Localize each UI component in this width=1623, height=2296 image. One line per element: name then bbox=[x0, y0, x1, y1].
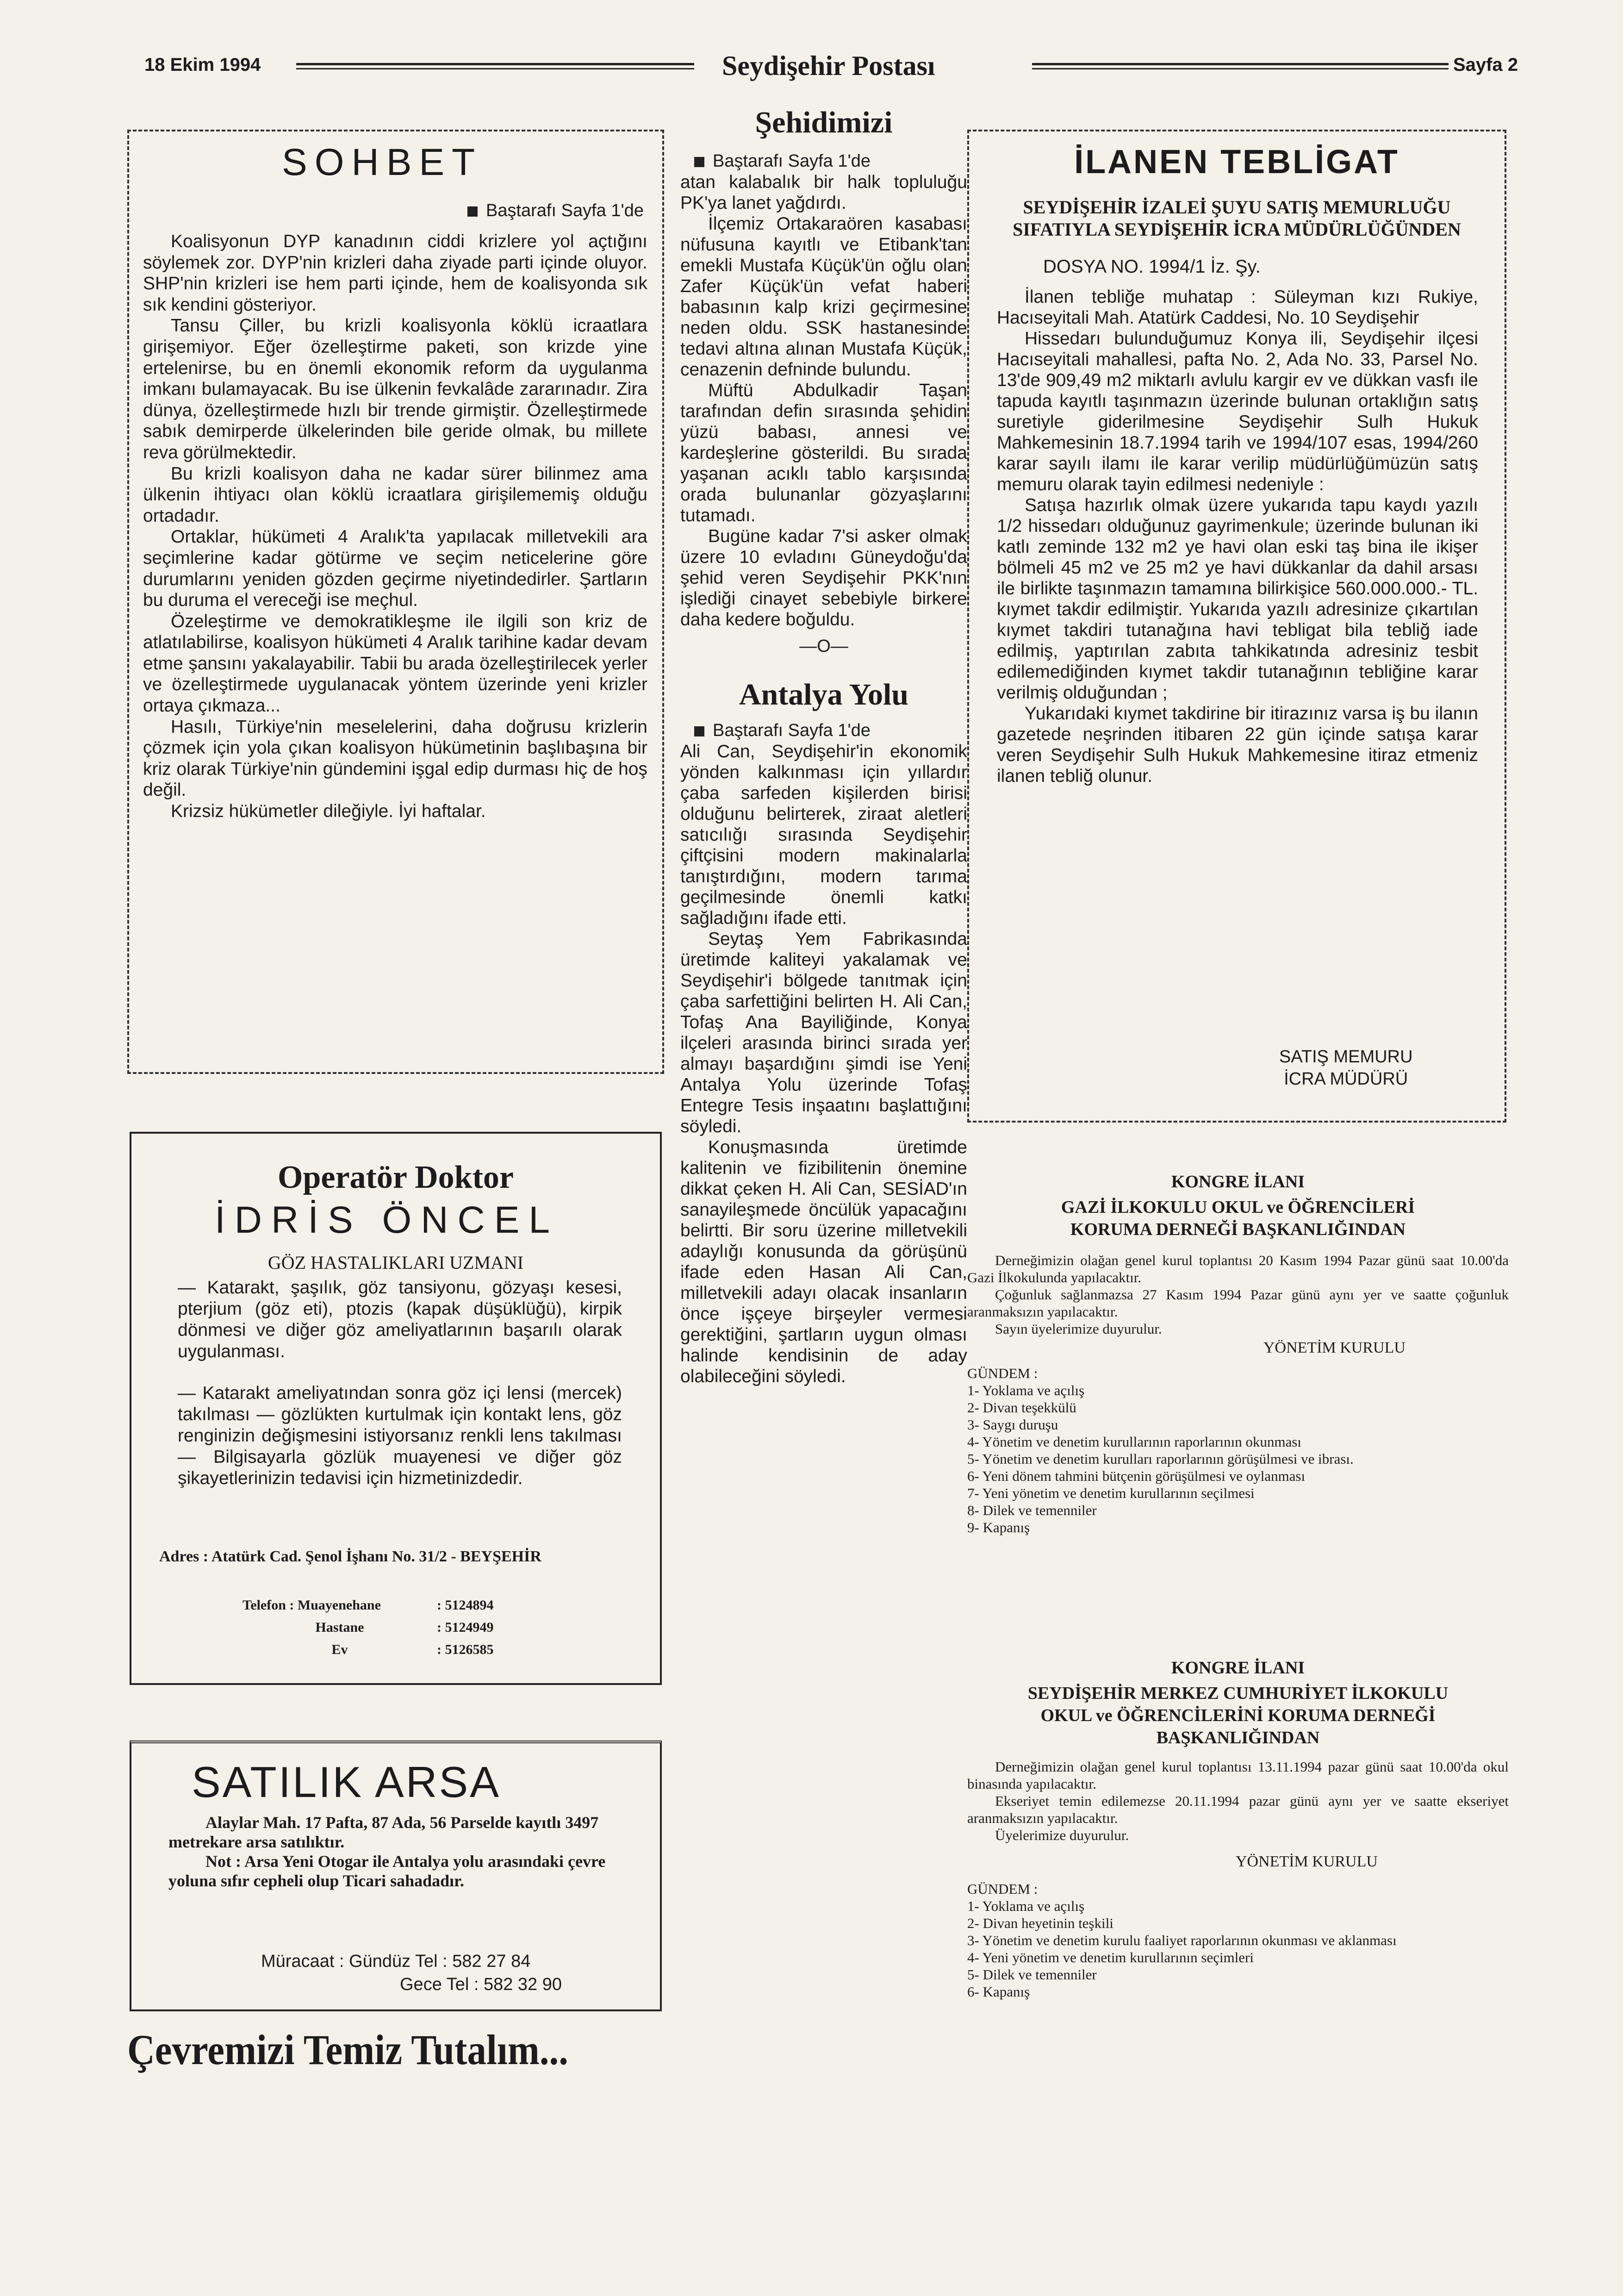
newspaper-name: Seydişehir Postası bbox=[722, 50, 935, 81]
land-sale-ad-box bbox=[130, 1741, 662, 2011]
notice-body bbox=[997, 287, 1478, 786]
doctor-phones: Telefon : Muayenehane : 5124894 Hastane : 5124949 Ev : 5126585 bbox=[243, 1597, 494, 1657]
notice-issuer: SEYDİŞEHİR İZALEİ ŞUYU SATIŞ MEMURLUĞU SIFATIYLA SEYDİŞEHİR İCRA MÜDÜRLÜĞÜNDEN bbox=[1013, 197, 1461, 240]
article-separator: —O— bbox=[799, 636, 848, 656]
doctor-ad-title: Operatör Doktor bbox=[278, 1160, 514, 1195]
agenda-item: 2- Divan teşekkülü bbox=[967, 1399, 1076, 1416]
land-sale-contact-day: Müracaat : Gündüz Tel : 582 27 84 bbox=[261, 1952, 531, 1971]
page-number: Sayfa 2 bbox=[1453, 55, 1518, 75]
sohbet-paragraph: Tansu Çiller, bu krizli koalisyonla köklü icraatlara girişemiyor. Eğer özelleştirme paketi, son krizde yine ertelenirse, bu en önemli ekonomik reform da uygulanma imkanı bulamayacak. Bu ise ülkenin fevkalâde zararınadır. Zira dünya, özelleştirmede hızlı bir trende girmiştir. Özelleştirmede sabık demirperde ülkelerinden bile geride olmak, bu millete reva görülmektedir. bbox=[143, 316, 647, 462]
notice-paragraph: Yukarıdaki kıymet takdirine bir itirazınız varsa iş bu ilanın gazetede neşrinden itibaren 22 gün içinde satışa karar veren Seydişehir Sulh Hukuk Mahkemesine itiraz etmeniz ilanen tebliğ olunur. bbox=[997, 704, 1478, 786]
sehidimizi-paragraph: İlçemiz Ortakaraören kasabası nüfusuna kayıtlı ve Etibank'tan emekli Mustafa Küçük'ün oğlu olan Zafer Küçük'ün vefat haberi babasının kalp krizi geçirmesine neden oldu. SSK hastanesinde tedavi altına alınan Mustafa Küçük, cenazenin defninde bulundu. bbox=[680, 214, 967, 380]
land-sale-contact-night: Gece Tel : 582 32 90 bbox=[400, 1975, 562, 1994]
sohbet-paragraph: Bu krizli koalisyon daha ne kadar sürer bilinmez ama ülkenin ihtiyacı olan köklü icraatlara girişilememiş olduğu ortadadır. bbox=[143, 463, 647, 526]
congress-issuer: GAZİ İLKOKULU OKUL ve ÖĞRENCİLERİ KORUMA DERNEĞİ BAŞKANLIĞINDAN bbox=[1061, 1198, 1415, 1239]
agenda-list bbox=[967, 1382, 1509, 1536]
doctor-specialty: GÖZ HASTALIKLARI UZMANI bbox=[267, 1252, 524, 1273]
notice-paragraph: İlanen tebliğe muhatap : Süleyman kızı Rukiye, Hacıseyitali Mah. Atatürk Caddesi, No. 10 Seydişehir bbox=[997, 287, 1478, 328]
sohbet-body bbox=[143, 231, 647, 822]
agenda-item: 3- Yönetim ve denetim kurulu faaliyet raporlarının okunması ve aklanması bbox=[967, 1932, 1397, 1948]
land-sale-title: SATILIK ARSA bbox=[192, 1758, 501, 1806]
congress-signature: YÖNETİM KURULU bbox=[1263, 1339, 1405, 1356]
notice-paragraph: Satışa hazırlık olmak üzere yukarıda tapu kaydı yazılı 1/2 hissedarı olduğunuz gayrimenkule; üzerinde bulunan iki katlı zeminde 132 m2 ye havi olan eski taş bina ile ikişer bölmeli 45 m2 ve 25 m2 ye havi dükkanlar da dahil arsası ile birlikte taşınmazın tamamına bilirkişice 560.000.000.- TL. kıymet takdir edilmiştir. Yukarıda yazılı adresinize çıkartılan kıymet takdiri tutanağına havi tebligat bila tebliğ iade edilmiş, yaptırılan zabıta tahkikatında adresiniz tesbit edilemediğinden kıymet takdir tutanağının tebliğine karar verilmiş olduğundan ; bbox=[997, 495, 1478, 703]
agenda-item: 5- Dilek ve temenniler bbox=[967, 1966, 1097, 1983]
agenda-heading: GÜNDEM : bbox=[967, 1881, 1038, 1897]
land-sale-note: Not : Arsa Yeni Otogar ile Antalya yolu arasındaki çevre yoluna sıfır cepheli olup Ticari sahadadır. bbox=[168, 1852, 606, 1890]
doctor-ad-box bbox=[130, 1132, 662, 1685]
sohbet-paragraph: Krizsiz hükümetler dileğiyle. İyi haftalar. bbox=[171, 801, 486, 822]
sohbet-box bbox=[127, 130, 664, 1074]
antalya-continuation: Baştarafı Sayfa 1'de bbox=[680, 720, 967, 741]
congress-announcement: Üyelerimize duyurulur. bbox=[995, 1827, 1129, 1843]
doctor-name: İDRİS ÖNCEL bbox=[215, 1199, 559, 1241]
congress-announcement: Sayın üyelerimize duyurulur. bbox=[995, 1321, 1162, 1337]
agenda-item: 5- Yönetim ve denetim kurulları raporlarının görüşülmesi ve ibrası. bbox=[967, 1451, 1354, 1467]
congress-notice-cumhuriyet bbox=[967, 1657, 1509, 2000]
environment-slogan: Çevremizi Temiz Tutalım... bbox=[127, 2026, 568, 2073]
sohbet-continuation: Baştarafı Sayfa 1'de bbox=[467, 201, 644, 221]
antalya-body bbox=[680, 741, 967, 1387]
sohbet-paragraph: Ortaklar, hükümeti 4 Aralık'ta yapılacak milletvekili ara seçimlerine kadar götürme ve seçim neticelerine göre durumlarını yeniden gözden geçirme niyetindedirler. Şartların bu duruma el vereceği ise meçhul. bbox=[143, 527, 647, 611]
notice-file-number: DOSYA NO. 1994/1 İz. Şy. bbox=[1043, 256, 1261, 277]
agenda-item: 2- Divan heyetinin teşkili bbox=[967, 1915, 1113, 1931]
sohbet-paragraph: Koalisyonun DYP kanadının ciddi krizlere yol açtığını söylemek zor. DYP'nin krizleri daha ziyade parti içinde oluyor. SHP'nin krizleri ise hem parti içinde, hem de koalisyonda sık sık kendini gösteriyor. bbox=[143, 231, 647, 315]
notice-paragraph: Hissedarı bulunduğumuz Konya ili, Seydişehir ilçesi Hacıseyitali mahallesi, pafta No. 2, Ada No. 33, Parsel No. 13'de 909,49 m2 miktarlı avlulu kargir ev ve dükkan vasfı ile tapuda kayıtlı taşınmazın üzerinde bulunan ortaklığın satış suretiyle giderilmesine Seydişehir Sulh Hukuk Mahkemesinin 18.7.1994 tarih ve 1994/107 esas, 1994/260 karar sayılı ilamı ile karar verilip müdürlüğümüzün satış memuru olarak tayin edilmesi nedeniyle : bbox=[997, 329, 1478, 494]
sohbet-paragraph: Özeleştirme ve demokratikleşme ile ilgili son kriz de atlatılabilirse, koalisyon hükümeti 4 Aralık tarihine kadar devam etme şansını yakalayabilir. Tabii bu arada özelleştirilecek yerler ve özelleştirmede uygulanacak yöntem üzerinde yeni krizler ortaya çıkmaza... bbox=[143, 611, 647, 716]
notice-signature: SATIŞ MEMURU İCRA MÜDÜRÜ bbox=[1279, 1047, 1413, 1089]
doctor-address: Adres : Atatürk Cad. Şenol İşhanı No. 31/2 - BEYŞEHİR bbox=[159, 1548, 541, 1565]
agenda-item: 7- Yeni yönetim ve denetim kurullarının seçilmesi bbox=[967, 1485, 1255, 1501]
antalya-paragraph: Seytaş Yem Fabrikasında üretimde kaliteyi yakalamak ve Seydişehir'i bölgede tanıtmak için çaba sarfettiğini belirten H. Ali Can, Tofaş Ana Bayiliğinde, Konya ilçeleri arasında birinci sırada yer almayı başardığını şimdi ise Yeni Antalya Yolu üzerinde Tofaş Entegre Tesis inşaatını başlattığını söyledi. bbox=[680, 929, 967, 1136]
antalya-paragraph: Konuşmasında üretimde kalitenin ve fizibilitenin önemine dikkat çeken H. Ali Can, SESİAD'ın sanayileşmede öncülük yapacağını belirtti. Bir soru üzerine milletvekili adaylığı konusunda da görüşünü ifade eden Hasan Ali Can, milletvekili adayı olacak insanların önce işçeye birşeyler vermesi gerektiğini, şartların uygun olması halinde kendisinin de aday olabileceğini söyledi. bbox=[680, 1137, 967, 1386]
antalya-paragraph: Ali Can, Seydişehir'in ekonomik yönden kalkınması için yıllardır çaba sarfeden kişilerden birisi olduğunu belirterek, ziraat aletleri satıcılığı sırasında Seydişehir çiftçisini modern makinalarla tanıştırdığını, modern tarıma geçilmesinde önemli katkı sağladığını ifade etti. bbox=[680, 742, 967, 928]
congress-issuer: SEYDİŞEHİR MERKEZ CUMHURİYET İLKOKULU OKUL ve ÖĞRENCİLERİNİ KORUMA DERNEĞİ BAŞKANLIĞINDAN bbox=[1027, 1684, 1449, 1747]
land-sale-body bbox=[168, 1813, 640, 1890]
congress-quorum-info: Çoğunluk sağlanmazsa 27 Kasım 1994 Pazar günü aynı yer ve saatte çoğunluk aranmaksızın yapılacaktır. bbox=[967, 1286, 1509, 1320]
middle-column bbox=[680, 104, 967, 1387]
agenda-item: 9- Kapanış bbox=[967, 1519, 1030, 1535]
agenda-item: 1- Yoklama ve açılış bbox=[967, 1382, 1085, 1398]
bullet-icon bbox=[467, 206, 478, 217]
sehidimizi-paragraph: Bugüne kadar 7'si asker olmak üzere 10 evladını Güneydoğu'da şehid veren Seydişehir PKK'nın işlediği cinayet sebebiyle birkere daha kedere boğuldu. bbox=[680, 526, 967, 630]
antalya-title: Antalya Yolu bbox=[739, 678, 909, 711]
congress-title: KONGRE İLANI bbox=[1171, 1172, 1305, 1192]
congress-meeting-info: Derneğimizin olağan genel kurul toplantısı 20 Kasım 1994 Pazar günü saat 10.00'da Gazi İlkokulunda yapılacaktır. bbox=[967, 1252, 1509, 1285]
agenda-heading: GÜNDEM : bbox=[967, 1365, 1038, 1381]
agenda-item: 3- Saygı duruşu bbox=[967, 1416, 1058, 1433]
doctor-services: — Katarakt, şaşılık, göz tansiyonu, gözyaşı kesesi, pterjium (göz eti), ptozis (kapak düşüklüğü), kirpik dönmesi ve diğer göz ameliyatlarının başarılı olarak uygulanması. bbox=[178, 1278, 622, 1361]
doctor-ad-body bbox=[178, 1277, 622, 1489]
notice-title: İLANEN TEBLİGAT bbox=[1074, 144, 1399, 181]
land-sale-details: Alaylar Mah. 17 Pafta, 87 Ada, 56 Parselde kayıtlı 3497 metrekare arsa satılıktır. bbox=[168, 1813, 599, 1851]
bullet-icon bbox=[694, 726, 704, 736]
congress-quorum-info: Ekseriyet temin edilemezse 20.11.1994 pazar günü aynı yer ve saatte ekseriyet aranmaksızın yapılacaktır. bbox=[967, 1793, 1509, 1826]
sohbet-paragraph: Hasılı, Türkiye'nin meselelerini, daha doğrusu krizlerin çözmek için yola çıkan koalisyon hükümetinin başlıbaşına bir kriz olarak Türkiye'nin gündemini işgal edip durması hiç de hoş değil. bbox=[143, 717, 647, 800]
sehidimizi-body bbox=[680, 172, 967, 630]
header-rule-right bbox=[1032, 63, 1449, 69]
agenda-item: 1- Yoklama ve açılış bbox=[967, 1898, 1085, 1914]
notice-box bbox=[967, 130, 1506, 1123]
congress-meeting-info: Derneğimizin olağan genel kurul toplantısı 13.11.1994 pazar günü saat 10.00'da okul binasında yapılacaktır. bbox=[967, 1759, 1509, 1792]
bullet-icon bbox=[694, 157, 704, 167]
congress-notice-gazi bbox=[967, 1171, 1509, 1536]
sehidimizi-paragraph: atan kalabalık bir halk topluluğu PK'ya lanet yağdırdı. bbox=[680, 172, 967, 213]
agenda-item: 6- Yeni dönem tahmini bütçenin görüşülmesi ve oylanması bbox=[967, 1468, 1306, 1484]
agenda-item: 4- Yeni yönetim ve denetim kurullarının seçimleri bbox=[967, 1949, 1254, 1965]
header-rule-left bbox=[296, 63, 694, 69]
congress-title: KONGRE İLANI bbox=[1171, 1658, 1305, 1678]
congress-signature: YÖNETİM KURULU bbox=[1236, 1853, 1378, 1870]
doctor-lens-services: — Katarakt ameliyatından sonra göz içi lensi (mercek) takılması — gözlükten kurtulmak için kontakt lens, göz renginizin değişmesini istiyorsanız renkli lens takılması — Bilgisayarla gözlük muayenesi ve diğer göz şikayetlerinizin tedavisi için hizmetinizdedir. bbox=[178, 1383, 622, 1488]
sehidimizi-paragraph: Müftü Abdulkadir Taşan tarafından defin sırasında şehidin yüzü babası, annesi ve kardeşlerine gösterildi. Bu sırada yaşanan acıklı tablo karşısında orada bulunanlar gözyaşlarını tutamadı. bbox=[680, 381, 967, 525]
agenda-item: 4- Yönetim ve denetim kurullarının raporlarının okunması bbox=[967, 1434, 1302, 1450]
sehidimizi-title: Şehidimizi bbox=[755, 106, 893, 139]
agenda-item: 8- Dilek ve temenniler bbox=[967, 1502, 1097, 1518]
issue-date: 18 Ekim 1994 bbox=[144, 55, 261, 75]
sehidimizi-continuation: Baştarafı Sayfa 1'de bbox=[680, 150, 967, 172]
agenda-list bbox=[967, 1897, 1509, 2000]
sohbet-title: SOHBET bbox=[282, 141, 483, 183]
agenda-item: 6- Kapanış bbox=[967, 1984, 1030, 2000]
